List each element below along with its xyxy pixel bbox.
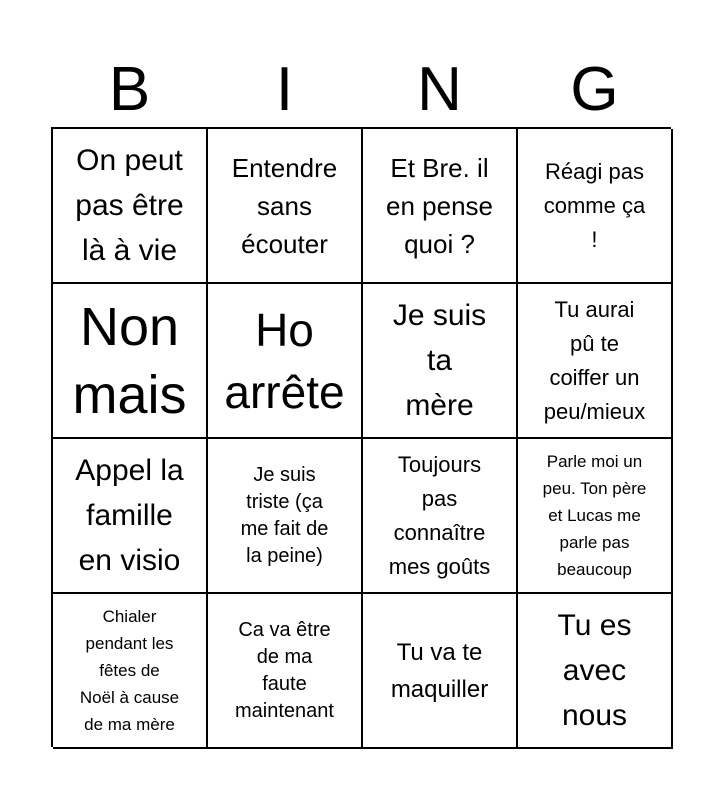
- bingo-cell-text: Tu va te maquiller: [390, 638, 489, 703]
- bingo-cell-text: Réagi pas comme ça !: [543, 158, 646, 252]
- bingo-cell-r1c3[interactable]: [363, 129, 518, 284]
- bingo-cell-r1c2[interactable]: [208, 129, 363, 284]
- header-letter-n: N: [417, 55, 462, 124]
- bingo-cell-text: Ho arrête: [224, 303, 345, 418]
- header-letter-b: B: [108, 55, 151, 124]
- bingo-cell-text: Tu es avec nous: [557, 609, 632, 732]
- bingo-cell-r3c1[interactable]: [53, 439, 208, 594]
- bingo-cell-r4c3[interactable]: [363, 594, 518, 749]
- bingo-cell-r2c3[interactable]: [363, 284, 518, 439]
- bingo-cell-text: Toujours pas connaître mes goûts: [388, 451, 491, 579]
- bingo-cell-r2c4[interactable]: [518, 284, 673, 439]
- bingo-cell-r2c1[interactable]: [53, 284, 208, 439]
- bingo-header: [52, 52, 672, 128]
- bingo-cell-text: Ca va être de ma faute maintenant: [235, 618, 334, 722]
- bingo-cell-text: Chialer pendant les fêtes de Noël à cause de ma mère: [79, 607, 180, 734]
- bingo-cell-r3c4[interactable]: [518, 439, 673, 594]
- bingo-cell-r4c2[interactable]: [208, 594, 363, 749]
- bingo-cell-r3c3[interactable]: [363, 439, 518, 594]
- header-letter-g: G: [570, 55, 619, 124]
- bingo-cell-text: Je suis ta mère: [392, 299, 487, 422]
- header-letter-i: I: [275, 55, 294, 124]
- bingo-cell-r4c4[interactable]: [518, 594, 673, 749]
- bingo-cell-text: Entendre sans écouter: [231, 152, 338, 259]
- bingo-board: [51, 127, 671, 747]
- bingo-cell-text: Parle moi un peu. Ton père et Lucas me parle pas beaucoup: [542, 452, 647, 579]
- bingo-cell-text: Je suis triste (ça me fait de la peine): [240, 463, 329, 567]
- bingo-cell-r1c1[interactable]: [53, 129, 208, 284]
- bingo-cell-r3c2[interactable]: [208, 439, 363, 594]
- bingo-cell-r1c4[interactable]: [518, 129, 673, 284]
- bingo-cell-r2c2[interactable]: [208, 284, 363, 439]
- bingo-cell-text: Non mais: [72, 296, 187, 425]
- bingo-cell-text: Appel la famille en visio: [75, 454, 184, 577]
- bingo-cell-text: On peut pas être là à vie: [75, 144, 184, 267]
- bingo-cell-text: Et Bre. il en pense quoi ?: [386, 152, 493, 259]
- bingo-cell-r4c1[interactable]: [53, 594, 208, 749]
- bingo-cell-text: Tu aurai pû te coiffer un peu/mieux: [543, 296, 646, 424]
